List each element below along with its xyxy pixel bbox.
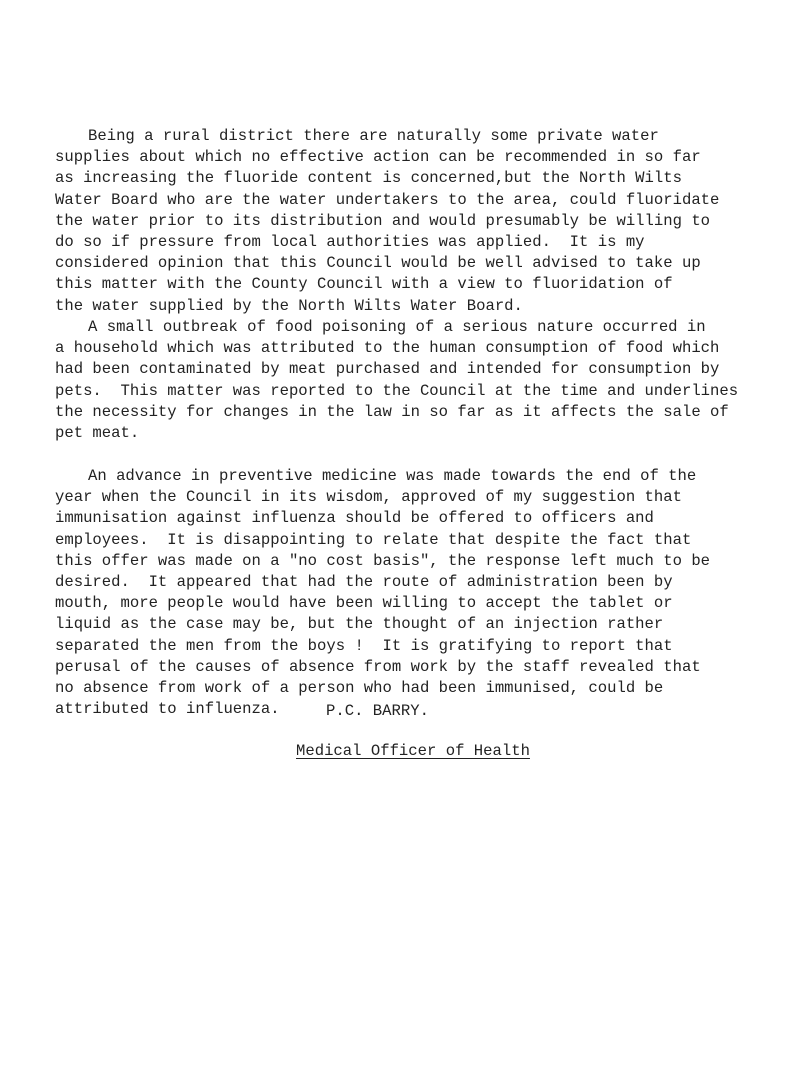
text-line: the necessity for changes in the law in so far as it affects the sale of bbox=[55, 402, 729, 421]
text-line: year when the Council in its wisdom, approved of my suggestion that bbox=[55, 488, 682, 507]
text-line: perusal of the causes of absence from work by the staff revealed that bbox=[55, 657, 701, 676]
text-line: pet meat. bbox=[55, 424, 140, 443]
text-line: a household which was attributed to the human consumption of food which bbox=[55, 339, 720, 358]
paragraph-fluoridation bbox=[55, 126, 795, 317]
text-line: no absence from work of a person who had been immunised, could be bbox=[55, 679, 664, 698]
text-line: Water Board who are the water undertakers to the area, could fluoridate bbox=[55, 190, 720, 209]
text-line: immunisation against influenza should be offered to officers and bbox=[55, 509, 654, 528]
text-line: the water supplied by the North Wilts Water Board. bbox=[55, 296, 523, 315]
text-line: employees. It is disappointing to relate that despite the fact that bbox=[55, 530, 692, 549]
signature-title: Medical Officer of Health bbox=[296, 742, 530, 760]
text-line: An advance in preventive medicine was made towards the end of the bbox=[88, 467, 697, 485]
text-line: liquid as the case may be, but the thought of an injection rather bbox=[55, 615, 664, 634]
text-line: the water prior to its distribution and would presumably be willing to bbox=[55, 211, 711, 230]
text-line: pets. This matter was reported to the Council at the time and underlines bbox=[55, 381, 739, 400]
text-line: considered opinion that this Council would be well advised to take up bbox=[55, 254, 701, 273]
text-line: this offer was made on a "no cost basis", the response left much to be bbox=[55, 551, 711, 570]
text-line: as increasing the fluoride content is concerned,but the North Wilts bbox=[55, 169, 682, 188]
text-line: do so if pressure from local authorities was applied. It is my bbox=[55, 233, 645, 252]
signature-name: P.C. BARRY. bbox=[326, 702, 429, 720]
text-line: attributed to influenza. bbox=[55, 700, 280, 719]
paragraph-food-poisoning bbox=[55, 317, 795, 444]
text-line: A small outbreak of food poisoning of a serious nature occurred in bbox=[88, 318, 706, 336]
text-line: this matter with the County Council with a view to fluoridation of bbox=[55, 275, 673, 294]
text-line: separated the men from the boys ! It is gratifying to report that bbox=[55, 636, 673, 655]
text-line: Being a rural district there are naturally some private water bbox=[88, 127, 659, 145]
text-line: had been contaminated by meat purchased and intended for consumption by bbox=[55, 360, 720, 379]
text-line: desired. It appeared that had the route of administration been by bbox=[55, 573, 673, 592]
text-line: mouth, more people would have been willing to accept the tablet or bbox=[55, 594, 673, 613]
paragraph-immunisation bbox=[55, 466, 795, 720]
text-line: supplies about which no effective action can be recommended in so far bbox=[55, 148, 701, 167]
